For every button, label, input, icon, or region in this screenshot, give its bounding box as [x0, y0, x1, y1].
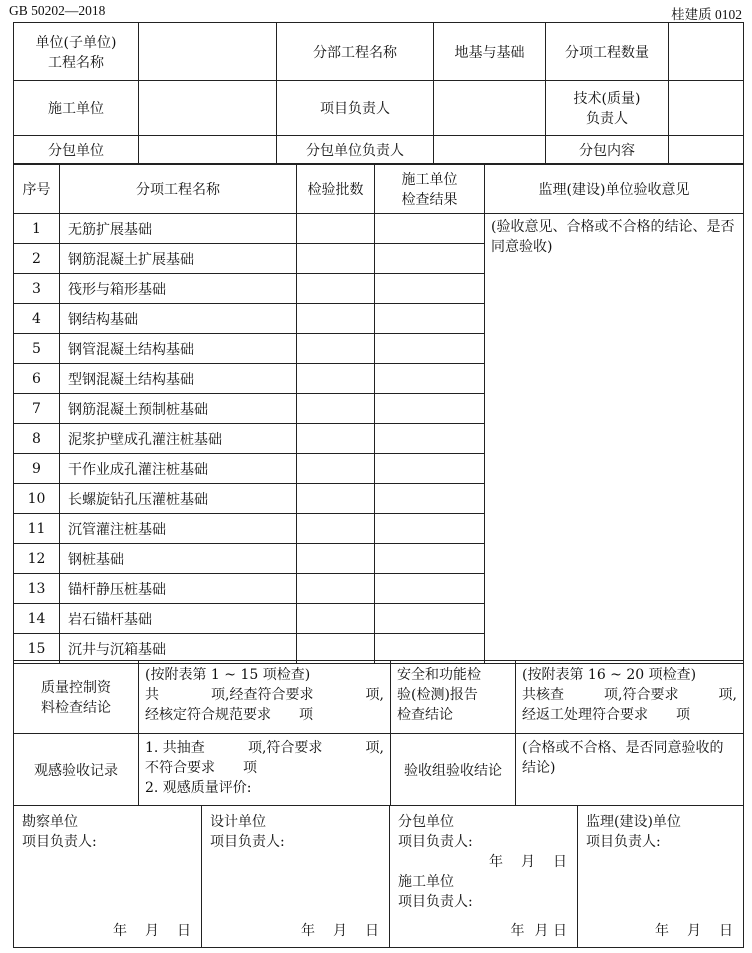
item-result[interactable] — [375, 424, 485, 454]
item-result[interactable] — [375, 394, 485, 424]
item-result[interactable] — [375, 514, 485, 544]
supervision-date: 年 月 日 — [655, 923, 733, 939]
item-name: 钢桩基础 — [60, 544, 297, 574]
item-name: 沉井与沉箱基础 — [60, 634, 297, 664]
design-leader-label: 项目负责人: — [210, 834, 285, 850]
sign-construction-leader-label: 项目负责人: — [398, 894, 473, 910]
subcontract-leader-label: 分包单位负责人 — [277, 136, 434, 165]
project-leader-value[interactable] — [434, 81, 546, 136]
item-batches[interactable] — [297, 574, 375, 604]
item-no: 2 — [14, 244, 60, 274]
signature-table — [13, 805, 744, 948]
item-no: 3 — [14, 274, 60, 304]
item-name: 型钢混凝土结构基础 — [60, 364, 297, 394]
project-info-table — [13, 22, 744, 165]
item-no: 5 — [14, 334, 60, 364]
safety-function-label: 安全和功能检 验(检测)报告 检查结论 — [391, 661, 516, 734]
subcontract-content-label: 分包内容 — [546, 136, 669, 165]
quality-control-label: 质量控制资 料检查结论 — [14, 661, 139, 734]
survey-unit-label: 勘察单位 — [22, 814, 78, 830]
tech-leader-label: 技术(质量) 负责人 — [546, 81, 669, 136]
opinion-note: (验收意见、合格或不合格的结论、是否同意验收) — [485, 214, 744, 664]
item-batches[interactable] — [297, 604, 375, 634]
unit-name-value[interactable] — [139, 23, 277, 81]
item-result[interactable] — [375, 484, 485, 514]
group-conclusion-note: (合格或不合格、是否同意验收的结论) — [516, 734, 744, 806]
item-batches[interactable] — [297, 454, 375, 484]
item-name: 泥浆护壁成孔灌注桩基础 — [60, 424, 297, 454]
appearance-content: 1. 共抽查 项,符合要求 项, 不符合要求 项 2. 观感质量评价: — [139, 734, 391, 806]
item-batches[interactable] — [297, 214, 375, 244]
subcontract-unit-label: 分包单位 — [14, 136, 139, 165]
appearance-label: 观感验收记录 — [14, 734, 139, 806]
item-result[interactable] — [375, 454, 485, 484]
item-result[interactable] — [375, 304, 485, 334]
col-no: 序号 — [14, 164, 60, 214]
item-batches[interactable] — [297, 394, 375, 424]
standard-code: GB 50202—2018 — [9, 3, 106, 18]
sign-subcontract-unit-label: 分包单位 — [398, 814, 454, 830]
item-batches[interactable] — [297, 364, 375, 394]
project-leader-label: 项目负责人 — [277, 81, 434, 136]
item-no: 1 — [14, 214, 60, 244]
item-batches[interactable] — [297, 274, 375, 304]
item-result[interactable] — [375, 274, 485, 304]
item-no: 6 — [14, 364, 60, 394]
item-result[interactable] — [375, 634, 485, 664]
item-result[interactable] — [375, 334, 485, 364]
item-result[interactable] — [375, 604, 485, 634]
subcontract-construction-cell — [390, 806, 578, 948]
item-batches[interactable] — [297, 244, 375, 274]
supervision-unit-label: 监理(建设)单位 — [586, 814, 681, 830]
item-name: 钢管混凝土结构基础 — [60, 334, 297, 364]
item-name: 钢筋混凝土扩展基础 — [60, 244, 297, 274]
item-batches[interactable] — [297, 514, 375, 544]
form-code: 桂建质 0102 — [671, 7, 742, 22]
col-name: 分项工程名称 — [60, 164, 297, 214]
unit-name-label: 单位(子单位) 工程名称 — [14, 23, 139, 81]
item-batches[interactable] — [297, 634, 375, 664]
item-batches[interactable] — [297, 544, 375, 574]
item-no: 7 — [14, 394, 60, 424]
sub-project-label: 分部工程名称 — [277, 23, 434, 81]
item-name: 锚杆静压桩基础 — [60, 574, 297, 604]
group-conclusion-label: 验收组验收结论 — [391, 734, 516, 806]
survey-leader-label: 项目负责人: — [22, 834, 97, 850]
item-no: 10 — [14, 484, 60, 514]
item-no: 12 — [14, 544, 60, 574]
item-result[interactable] — [375, 364, 485, 394]
col-batches: 检验批数 — [297, 164, 375, 214]
construction-unit-value[interactable] — [139, 81, 277, 136]
item-name: 长螺旋钻孔压灌桩基础 — [60, 484, 297, 514]
item-no: 9 — [14, 454, 60, 484]
item-name: 钢筋混凝土预制桩基础 — [60, 394, 297, 424]
item-batches[interactable] — [297, 334, 375, 364]
tech-leader-value[interactable] — [669, 81, 744, 136]
design-date: 年 月 日 — [301, 923, 379, 939]
supervision-leader-label: 项目负责人: — [586, 834, 661, 850]
survey-date: 年 月 日 — [113, 923, 191, 939]
item-no: 11 — [14, 514, 60, 544]
item-result[interactable] — [375, 544, 485, 574]
item-name: 无筋扩展基础 — [60, 214, 297, 244]
table-row — [14, 214, 744, 244]
design-unit-cell — [202, 806, 390, 948]
construction-date: 年 月 日 — [510, 923, 567, 939]
item-count-label: 分项工程数量 — [546, 23, 669, 81]
subcontract-date: 年 月 日 — [489, 854, 567, 870]
construction-unit-label: 施工单位 — [14, 81, 139, 136]
item-result[interactable] — [375, 214, 485, 244]
subcontract-content-value[interactable] — [669, 136, 744, 165]
item-batches[interactable] — [297, 424, 375, 454]
item-name: 干作业成孔灌注桩基础 — [60, 454, 297, 484]
item-no: 4 — [14, 304, 60, 334]
item-name: 沉管灌注桩基础 — [60, 514, 297, 544]
sign-subcontract-leader-label: 项目负责人: — [398, 834, 473, 850]
subcontract-leader-value[interactable] — [434, 136, 546, 165]
survey-unit-cell — [14, 806, 202, 948]
col-opinion: 监理(建设)单位验收意见 — [485, 164, 744, 214]
items-table — [13, 163, 744, 664]
sign-construction-unit-label: 施工单位 — [398, 874, 454, 890]
item-batches[interactable] — [297, 484, 375, 514]
design-unit-label: 设计单位 — [210, 814, 266, 830]
item-name: 钢结构基础 — [60, 304, 297, 334]
sub-project-value: 地基与基础 — [434, 23, 546, 81]
item-no: 15 — [14, 634, 60, 664]
item-name: 筏形与箱形基础 — [60, 274, 297, 304]
safety-function-content: (按附表第 16 ~ 20 项检查) 共核查 项,符合要求 项, 经返工处理符合要求 项 — [516, 661, 744, 734]
item-batches[interactable] — [297, 304, 375, 334]
item-count-value[interactable] — [669, 23, 744, 81]
item-no: 8 — [14, 424, 60, 454]
quality-control-content: (按附表第 1 ~ 15 项检查) 共 项,经查符合要求 项, 经核定符合规范要求 项 — [139, 661, 391, 734]
col-result: 施工单位 检查结果 — [375, 164, 485, 214]
item-no: 14 — [14, 604, 60, 634]
subcontract-unit-value[interactable] — [139, 136, 277, 165]
item-no: 13 — [14, 574, 60, 604]
conclusion-table — [13, 660, 744, 806]
supervision-unit-cell — [578, 806, 744, 948]
item-result[interactable] — [375, 244, 485, 274]
item-result[interactable] — [375, 574, 485, 604]
item-name: 岩石锚杆基础 — [60, 604, 297, 634]
